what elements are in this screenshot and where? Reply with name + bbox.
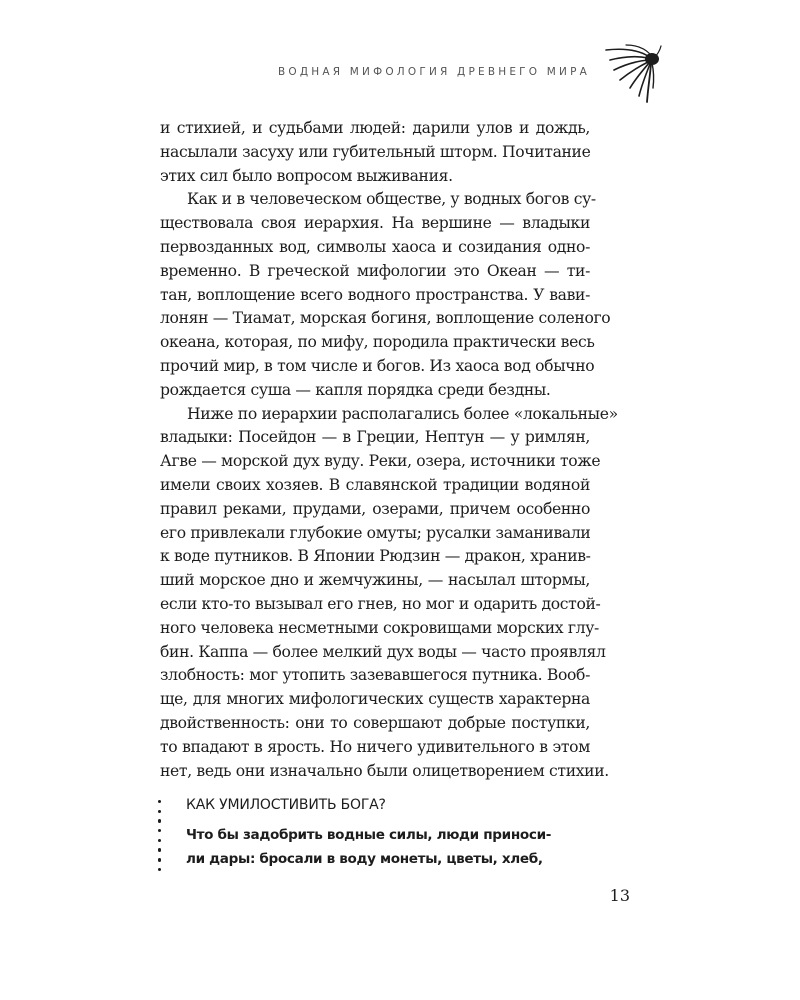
dotted-rule <box>158 800 164 878</box>
text-line: злобность: мог утопить зазевавшегося путника. Вооб- <box>160 666 590 685</box>
sidebar-line: Что бы задобрить водные силы, люди приноси- <box>186 827 552 843</box>
paragraph <box>160 117 590 188</box>
text-line: насылали засуху или губительный шторм. Почитание <box>160 142 591 161</box>
text-line: нет, ведь они изначально были олицетворением стихии. <box>160 761 609 780</box>
text-line: прочий мир, в том числе и богов. Из хаоса вод обычно <box>160 356 595 375</box>
text-line: этих сил было вопросом выживания. <box>160 166 453 185</box>
text-line: к воде путников. В Японии Рюдзин — дракон, хранив- <box>160 547 591 566</box>
text-line: и стихией, и судьбами людей: дарили улов и дождь, <box>160 119 590 137</box>
text-line: ще, для многих мифологических существ характерна <box>160 690 590 709</box>
text-line: рождается суша — капля порядка среди бездны. <box>160 380 551 399</box>
sidebar-heading: КАК УМИЛОСТИВИТЬ БОГА? <box>186 797 386 813</box>
text-line: Ниже по иерархии располагались более «локальные» <box>187 404 618 423</box>
text-line: лонян — Тиамат, морская богиня, воплощение соленого <box>160 309 611 328</box>
body-text <box>160 117 618 783</box>
sea-anemone-icon <box>604 44 664 106</box>
paragraph <box>160 403 618 784</box>
text-line: если кто-то вызывал его гнев, но мог и одарить достой- <box>160 594 601 613</box>
text-line: первозданных вод, символы хаоса и созидания одно- <box>160 237 590 256</box>
sidebar-line: ли дары: бросали в воду монеты, цветы, хлеб, <box>186 850 543 867</box>
page-number: 13 <box>609 886 630 905</box>
text-line: океана, которая, по мифу, породила практически весь <box>160 333 595 352</box>
text-line: то впадают в ярость. Но ничего удивительного в этом <box>160 737 590 756</box>
sidebar-text <box>186 824 556 872</box>
text-line: временно. В греческой мифологии это Океан — ти- <box>160 261 590 280</box>
text-line: ного человека несметными сокровищами морских глу- <box>160 618 599 637</box>
text-line: владыки: Посейдон — в Греции, Нептун — у римлян, <box>160 428 590 447</box>
text-line: Агве — морской дух вуду. Реки, озера, источники тоже <box>160 452 601 471</box>
text-line: двойственность: они то совершают добрые поступки, <box>160 713 590 732</box>
text-line: Как и в человеческом обществе, у водных богов су- <box>187 190 596 209</box>
sidebar-box <box>150 797 590 877</box>
paragraph <box>160 188 611 402</box>
text-line: ществовала своя иерархия. На вершине — владыки <box>160 214 590 233</box>
text-line: тан, воплощение всего водного пространства. У вави- <box>160 285 590 304</box>
text-line: бин. Каппа — более мелкий дух воды — часто проявлял <box>160 642 606 661</box>
text-line: его привлекали глубокие омуты; русалки заманивали <box>160 523 591 542</box>
text-line: имели своих хозяев. В славянской традиции водяной <box>160 475 590 494</box>
text-line: правил реками, прудами, озерами, причем особенно <box>160 499 590 518</box>
text-line: ший морское дно и жемчужины, — насылал штормы, <box>160 571 590 590</box>
running-head: ВОДНАЯ МИФОЛОГИЯ ДРЕВНЕГО МИРА <box>278 66 590 78</box>
